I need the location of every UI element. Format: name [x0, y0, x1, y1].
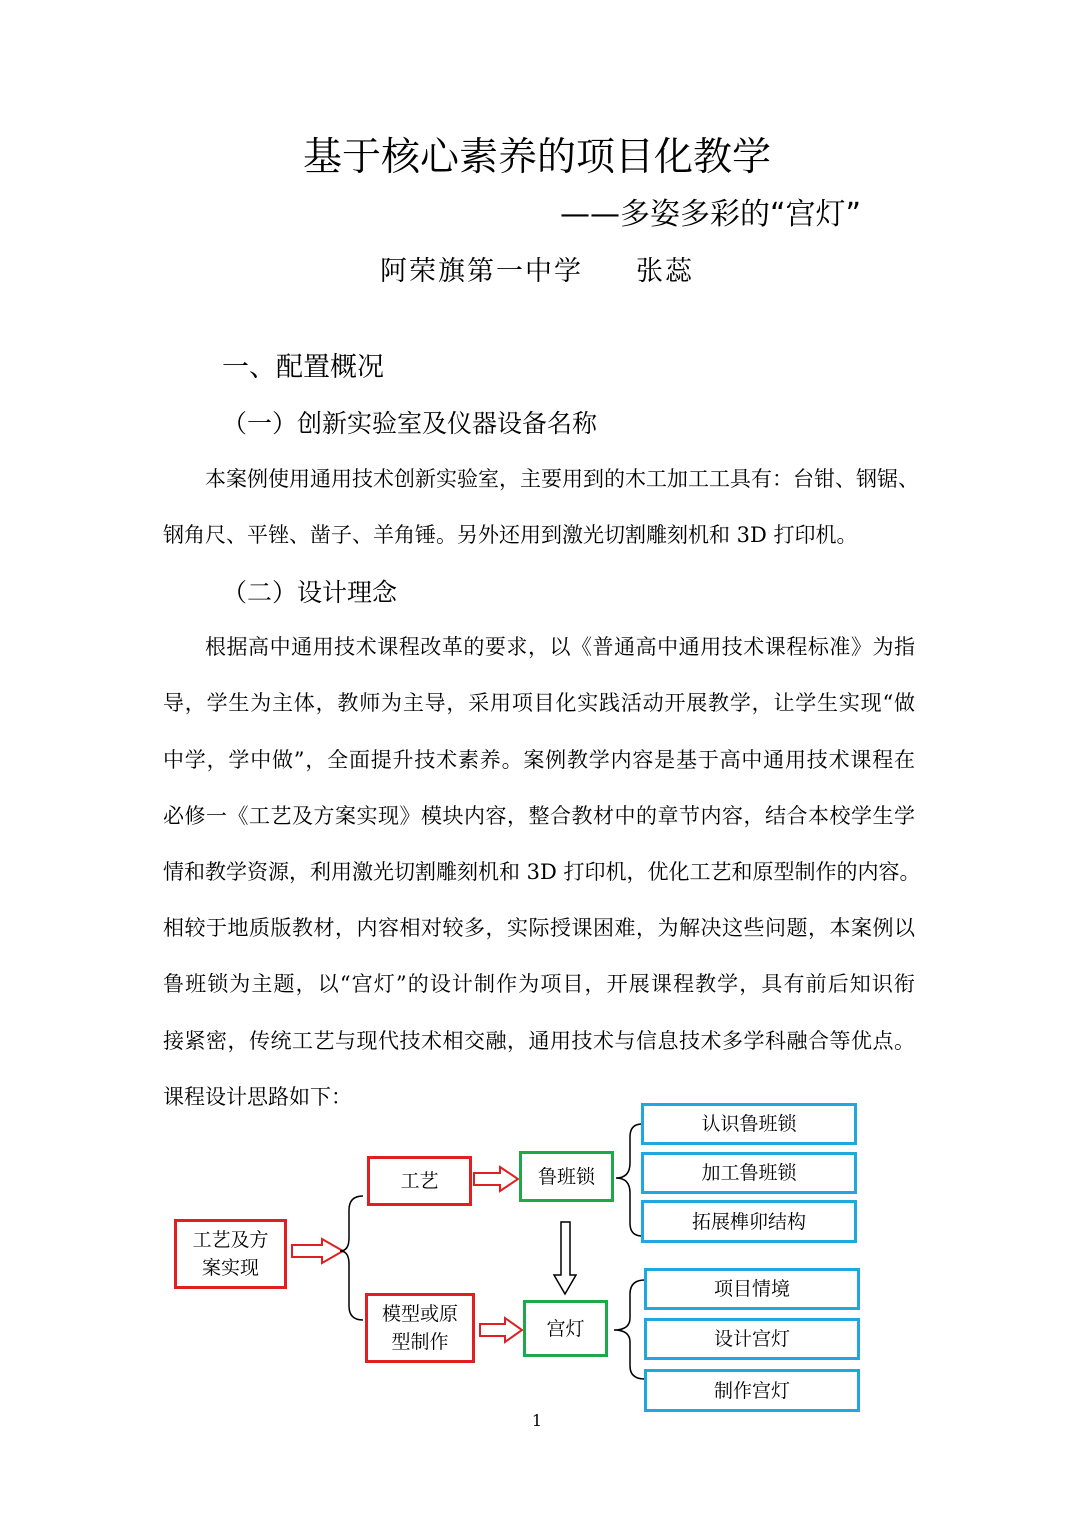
- paragraph-line: 导，学生为主体，教师为主导，采用项目化实践活动开展教学，让学生实现“做: [163, 691, 915, 715]
- arrow-model-to-lantern: [480, 1318, 522, 1342]
- craft-node-box: 工艺: [367, 1156, 472, 1206]
- luban-item-box: 拓展榫卯结构: [641, 1200, 857, 1243]
- model-node-box: 模型或原 型制作: [365, 1293, 475, 1363]
- lantern-item-box: 制作宫灯: [644, 1369, 860, 1412]
- arrow-craft-to-luban: [474, 1167, 518, 1191]
- paragraph-line: 根据高中通用技术课程改革的要求，以《普通高中通用技术课程标准》为指: [205, 635, 915, 659]
- paragraph-line: 接紧密，传统工艺与现代技术相交融，通用技术与信息技术多学科融合等优点。: [163, 1029, 915, 1053]
- brace-root-branches: [340, 1196, 363, 1320]
- subsection-heading-design: （二）设计理念: [222, 578, 398, 607]
- luban-item-box: 加工鲁班锁: [641, 1152, 857, 1194]
- subsection-heading-lab: （一）创新实验室及仪器设备名称: [222, 409, 598, 438]
- lantern-item-box: 项目情境: [644, 1268, 860, 1310]
- paragraph-line: 相较于地质版教材，内容相对较多，实际授课困难，为解决这些问题，本案例以: [163, 916, 915, 940]
- brace-luban-items: [616, 1124, 642, 1236]
- section-heading: 一、配置概况: [222, 352, 384, 383]
- document-title: 基于核心素养的项目化教学: [302, 135, 771, 180]
- brace-lantern-items: [614, 1280, 645, 1379]
- luban-item-box: 认识鲁班锁: [641, 1103, 857, 1145]
- paragraph-line: 本案例使用通用技术创新实验室，主要用到的木工加工工具有：台钳、钢锯、: [205, 467, 919, 491]
- palace-lantern-node-box: 宫灯: [523, 1300, 608, 1357]
- page-number: 1: [531, 1411, 543, 1430]
- author-line: 阿荣旗第一中学 张蕊: [380, 256, 694, 287]
- arrow-luban-to-lantern: [554, 1222, 576, 1294]
- luban-lock-node-box: 鲁班锁: [519, 1151, 614, 1202]
- paragraph-line: 必修一《工艺及方案实现》模块内容，整合教材中的章节内容，结合本校学生学: [163, 804, 915, 828]
- paragraph-line: 情和教学资源，利用激光切割雕刻机和 3D 打印机，优化工艺和原型制作的内容。: [163, 860, 921, 884]
- paragraph-line: 中学，学中做”，全面提升技术素养。案例教学内容是基于高中通用技术课程在: [163, 748, 915, 772]
- root-node-box: 工艺及方 案实现: [174, 1219, 287, 1289]
- paragraph-line: 钢角尺、平锉、凿子、羊角锤。另外还用到激光切割雕刻机和 3D 打印机。: [163, 523, 858, 547]
- paragraph-line: 课程设计思路如下：: [163, 1085, 352, 1109]
- paragraph-line: 鲁班锁为主题，以“宫灯”的设计制作为项目，开展课程教学，具有前后知识衔: [163, 972, 915, 996]
- arrow-root-to-branches: [292, 1239, 343, 1263]
- lantern-item-box: 设计宫灯: [644, 1318, 860, 1360]
- document-subtitle: ——多姿多彩的“宫灯”: [560, 197, 862, 232]
